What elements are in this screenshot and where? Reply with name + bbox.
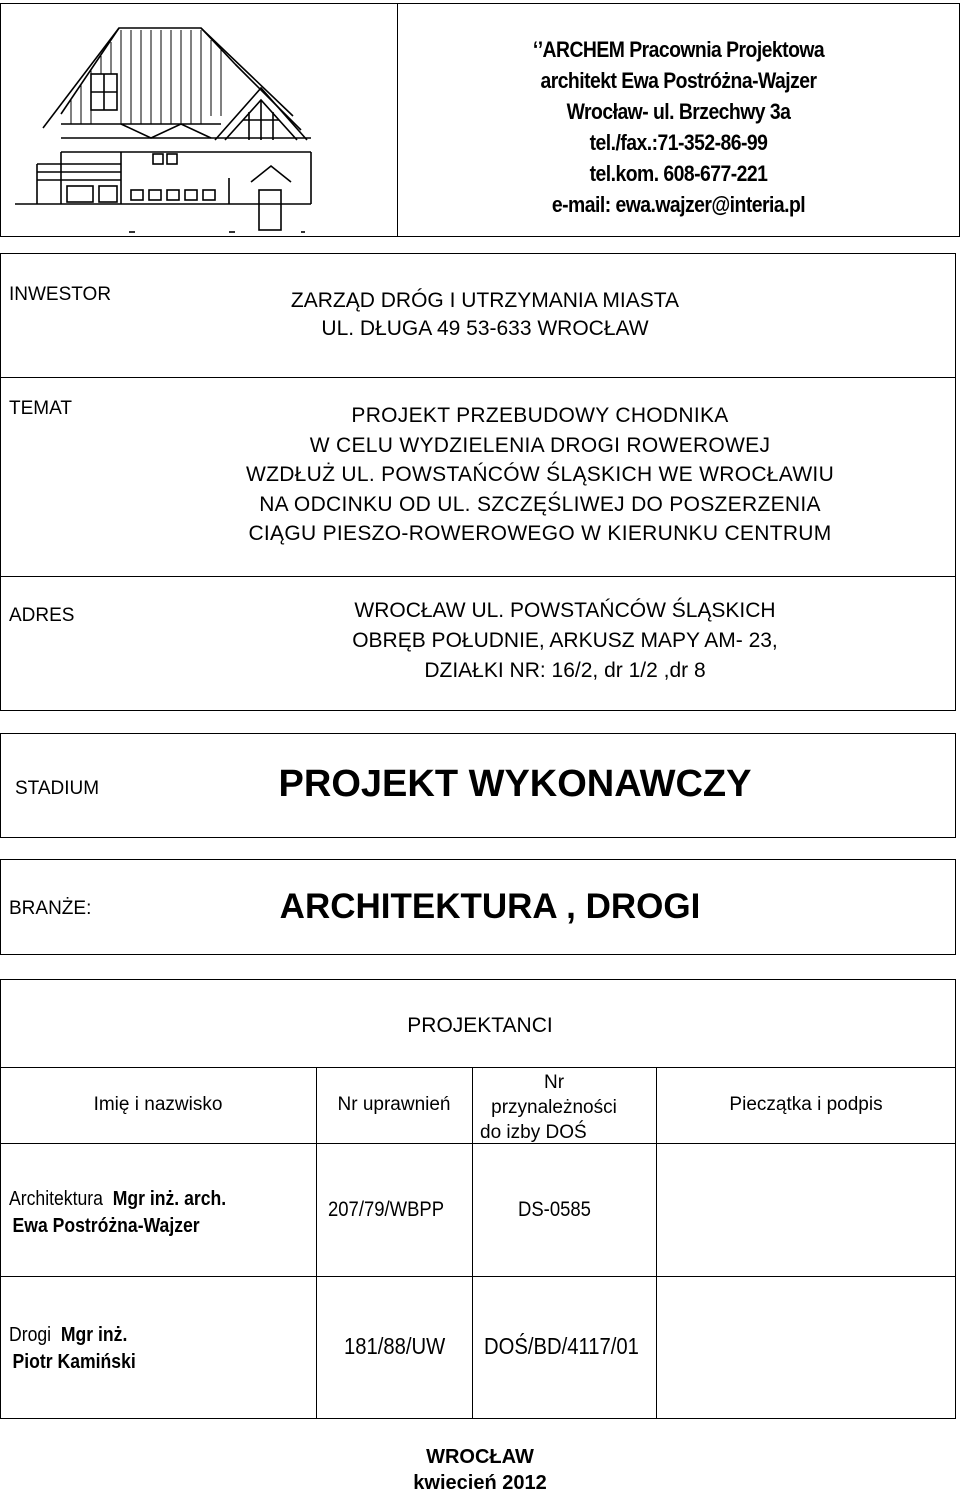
header-membership xyxy=(472,1070,636,1145)
designer-branch: Drogi xyxy=(9,1324,52,1346)
topic-line: CIĄGU PIESZO-ROWEROWEGO W KIERUNKU CENTRUM xyxy=(248,522,832,545)
topic-label: TEMAT xyxy=(9,398,72,419)
header-license: Nr uprawnień xyxy=(337,1094,451,1115)
address-line: WROCŁAW UL. POWSTAŃCÓW ŚLĄSKICH xyxy=(354,599,776,622)
topic-line: WZDŁUŻ UL. POWSTAŃCÓW ŚLĄSKICH WE WROCŁAWIU xyxy=(245,463,835,486)
address-value xyxy=(220,596,910,686)
topic-line: NA ODCINKU OD UL. SZCZĘŚLIWEJ DO POSZERZENIA xyxy=(259,492,821,516)
header-membership-line: przynależności xyxy=(491,1097,617,1118)
designer-name-cell xyxy=(9,1186,226,1240)
divider xyxy=(0,1276,956,1277)
office-name: ‘’ARCHEM Pracownia Projektowa xyxy=(532,37,825,62)
investor-line: ZARZĄD DRÓG I UTRZYMANIA MIASTA xyxy=(290,289,680,312)
office-phone: tel./fax.:71-352-86-99 xyxy=(589,130,768,155)
office-address: Wrocław- ul. Brzechwy 3a xyxy=(566,99,791,124)
designer-license: 181/88/UW xyxy=(344,1333,446,1359)
branches-value: ARCHITEKTURA , DROGI xyxy=(279,887,701,926)
divider xyxy=(656,1067,657,1419)
designer-membership: DS-0585 xyxy=(518,1198,591,1221)
designer-membership: DOŚ/BD/4117/01 xyxy=(484,1333,639,1359)
house-drawing xyxy=(1,4,397,236)
office-info xyxy=(398,34,959,220)
designer-title: Mgr inż. arch. xyxy=(112,1188,227,1210)
divider xyxy=(0,1067,956,1068)
designer-name-cell xyxy=(9,1322,136,1376)
footer xyxy=(330,1444,630,1496)
office-mobile: tel.kom. 608-677-221 xyxy=(589,161,768,186)
designer-person: Ewa Postróżna-Wajzer xyxy=(12,1215,200,1237)
footer-date: kwiecień 2012 xyxy=(413,1472,547,1494)
header-name: Imię i nazwisko xyxy=(93,1094,223,1115)
header-logo-box xyxy=(0,3,398,237)
investor-line: UL. DŁUGA 49 53-633 WROCŁAW xyxy=(321,317,649,340)
address-line: OBRĘB POŁUDNIE, ARKUSZ MAPY AM- 23, xyxy=(352,629,778,652)
designer-person: Piotr Kamiński xyxy=(12,1351,136,1373)
topic-line: W CELU WYDZIELENIA DROGI ROWEROWEJ xyxy=(309,433,771,457)
designer-license: 207/79/WBPP xyxy=(328,1198,445,1221)
divider xyxy=(316,1067,317,1419)
designer-title: Mgr inż. xyxy=(60,1324,128,1346)
stage-label: STADIUM xyxy=(15,778,100,799)
header-membership-line: Nr xyxy=(543,1072,565,1093)
footer-city: WROCŁAW xyxy=(426,1446,534,1468)
address-line: DZIAŁKI NR: 16/2, dr 1/2 ,dr 8 xyxy=(424,659,706,682)
divider xyxy=(0,576,956,577)
office-email: e-mail: ewa.wajzer@interia.pl xyxy=(551,192,806,217)
designer-branch: Architektura xyxy=(9,1188,103,1210)
divider xyxy=(0,377,956,378)
investor-value xyxy=(145,287,825,343)
topic-value xyxy=(150,401,930,549)
stage-value: PROJEKT WYKONAWCZY xyxy=(278,763,752,805)
header-stamp: Pieczątka i podpis xyxy=(729,1094,883,1115)
branches-label: BRANŻE: xyxy=(9,898,92,919)
header-office-box xyxy=(397,3,960,237)
office-architect: architekt Ewa Postróżna-Wajzer xyxy=(540,68,817,93)
header-membership-line: do izby DOŚ xyxy=(480,1122,587,1143)
address-label: ADRES xyxy=(9,605,75,626)
investor-label: INWESTOR xyxy=(9,284,112,305)
topic-line: PROJEKT PRZEBUDOWY CHODNIKA xyxy=(351,404,729,427)
designers-title: PROJEKTANCI xyxy=(407,1014,553,1037)
